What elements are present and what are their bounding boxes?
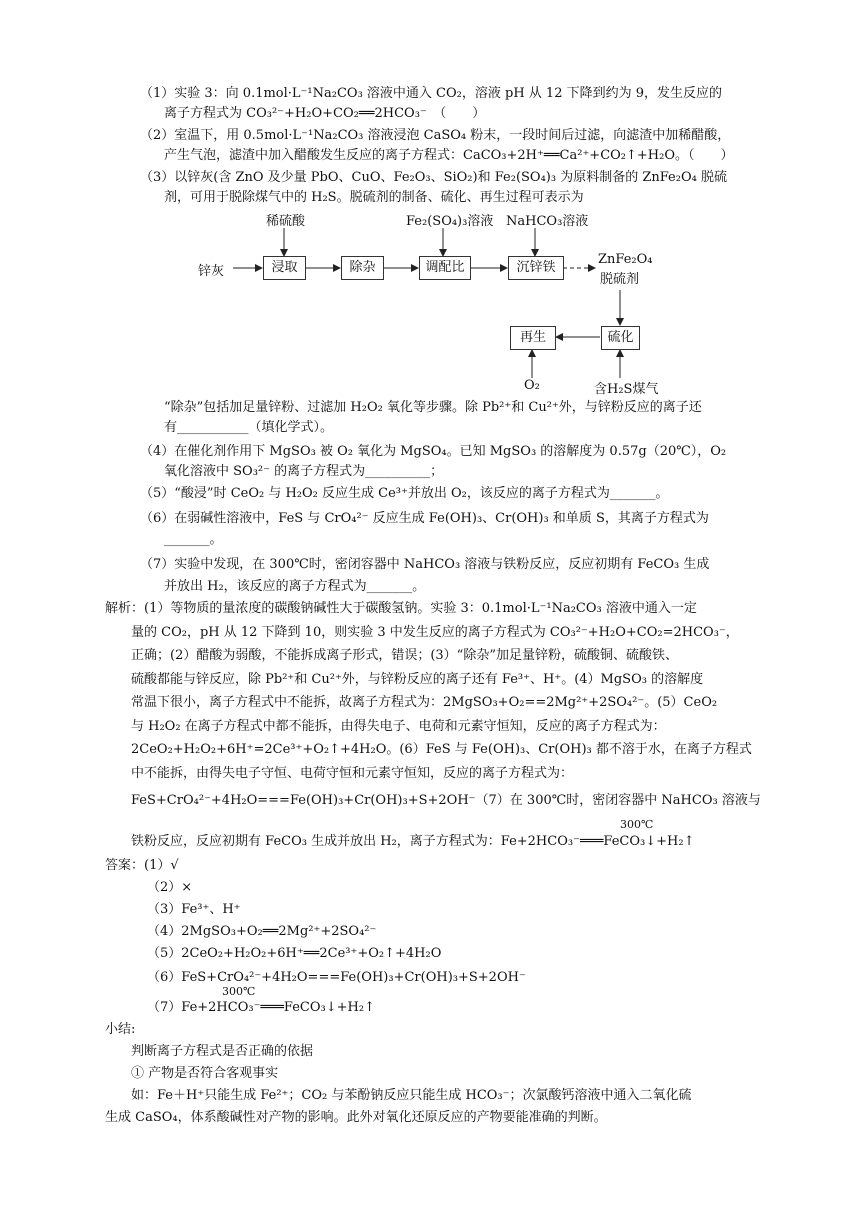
analysis-line-3: 正确；(2）醋酸为弱酸，不能拆成离子形式，错误；(3）“除杂”加足量锌粉，硫酸铜、硫酸铁、 (131, 648, 678, 663)
q7-line-2: 并放出 H₂，该反应的离子方程式为_______。 (164, 579, 426, 594)
q2-line-1: （2）室温下，用 0.5mol·L⁻¹Na₂CO₃ 溶液浸泡 CaSO₄ 粉末，一段时间后过滤，向滤渣中加稀醋酸， (140, 128, 731, 143)
product-desulfurizer: 脱硫剂 (600, 272, 640, 287)
q1-line-1: （1）实验 3：向 0.1mol·L⁻¹Na₂CO₃ 溶液中通入 CO₂，溶液 pH 从 12 下降到约为 9，发生反应的 (140, 86, 722, 101)
answer-5: （5）2CeO₂+H₂O₂+6H⁺══2Ce³⁺+O₂↑+4H₂O (147, 946, 442, 961)
q3-line-3: “除杂”包括加足量锌粉、过滤加 H₂O₂ 氧化等步骤。除 Pb²⁺和 Cu²⁺外，与锌粉反应的离子还 (164, 400, 702, 415)
q3-line-1: （3）以锌灰(含 ZnO 及少量 PbO、CuO、Fe₂O₃、SiO₂)和 Fe₂(SO₄)₃ 为原料制备的 ZnFe₂O₄ 脱硫 (140, 170, 727, 185)
q1-line-2: 离子方程式为 CO₃²⁻+H₂O+CO₂══2HCO₃⁻ （ ） (164, 106, 486, 121)
analysis-line-7: 2CeO₂+H₂O₂+6H⁺=2Ce³⁺+O₂↑+4H₂O。(6）FeS 与 Fe(OH)₃、Cr(OH)₃ 都不溶于水，在离子方程式 (131, 742, 752, 757)
q4-line-2: 氧化溶液中 SO₃²⁻ 的离子方程式为__________； (164, 464, 444, 479)
summary-subtitle: 判断离子方程式是否正确的依据 (131, 1044, 314, 1059)
q3-line-4: 有___________（填化学式）。 (164, 420, 334, 435)
answer-label: 答案：(1）√ (105, 858, 179, 873)
answer-4: （4）2MgSO₃+O₂══2Mg²⁺+2SO₄²⁻ (147, 924, 377, 939)
analysis-line-6: 与 H₂O₂ 在离子方程式中都不能拆，由得失电子、电荷和元素守恒知，反应的离子方程式为： (131, 719, 666, 734)
q7-line-1: （7）实验中发现，在 300℃时，密闭容器中 NaHCO₃ 溶液与铁粉反应，反应初期有 FeCO₃ 生成 (140, 557, 710, 572)
q4-line-1: （4）在催化剂作用下 MgSO₃ 被 O₂ 氧化为 MgSO₄。已知 MgSO₃ 的溶解度为 0.57g（20℃），O₂ (140, 444, 727, 459)
flow-arrows (0, 0, 860, 400)
q3-line-2: 剂，可用于脱除煤气中的 H₂S。脱硫剂的制备、硫化、再生过程可表示为 (164, 190, 584, 205)
input-iron-sulfate-solution: Fe₂(SO₄)₃溶液 (406, 214, 494, 229)
step-impurity-removal: 除杂 (341, 256, 384, 280)
analysis-line-8: 中不能拆，由得失电子守恒、电荷守恒和元素守恒知，反应的离子方程式为： (131, 766, 574, 781)
raw-material-zinc-ash: 锌灰 (198, 264, 225, 279)
step-leaching: 浸取 (263, 256, 306, 280)
summary-point-1: ① 产物是否符合客观事实 (131, 1066, 279, 1081)
answer-6: （6）FeS+CrO₄²⁻+4H₂O===Fe(OH)₃+Cr(OH)₃+S+2OH⁻ (147, 970, 526, 985)
q5-line: （5）“酸浸”时 CeO₂ 与 H₂O₂ 反应生成 Ce³⁺并放出 O₂，该反应的离子方程式为_______。 (140, 486, 669, 501)
analysis-line-9: FeS+CrO₄²⁻+4H₂O===Fe(OH)₃+Cr(OH)₃+S+2OH⁻（7）在 300℃时，密闭容器中 NaHCO₃ 溶液与 (131, 793, 761, 808)
analysis-reaction-condition: 300℃ (620, 818, 654, 831)
summary-title: 小结: (105, 1022, 136, 1037)
answer-3: （3）Fe³⁺、H⁺ (147, 902, 241, 917)
step-precipitate-zinc-iron: 沉锌铁 (508, 256, 564, 280)
input-sodium-bicarbonate-solution: NaHCO₃溶液 (506, 214, 589, 229)
answer-2: （2）× (147, 880, 193, 895)
input-dilute-sulfuric-acid: 稀硫酸 (266, 214, 306, 229)
input-oxygen: O₂ (524, 378, 540, 393)
analysis-line-5: 常温下很小，离子方程式中不能拆，故离子方程式为：2MgSO₃+O₂==2Mg²⁺+2SO₄²⁻。(5）CeO₂ (131, 695, 718, 710)
analysis-line-4: 硫酸都能与锌反应，除 Pb²⁺和 Cu²⁺外，与锌粉反应的离子还有 Fe³⁺、H⁺。(4）MgSO₃ 的溶解度 (131, 672, 704, 687)
q6-line-2: _______。 (164, 532, 223, 547)
analysis-line-2: 量的 CO₂，pH 从 12 下降到 10，则实验 3 中发生反应的离子方程式为 CO₃²⁻+H₂O+CO₂=2HCO₃⁻， (131, 625, 739, 640)
step-regeneration: 再生 (510, 326, 556, 350)
answer-7-condition: 300℃ (222, 985, 256, 998)
analysis-line-1: 解析：(1）等物质的量浓度的碳酸钠碱性大于碳酸氢钠。实验 3：0.1mol·L⁻¹Na₂CO₃ 溶液中通入一定 (105, 601, 697, 616)
step-sulfidation: 硫化 (601, 326, 640, 350)
input-h2s-gas: 含H₂S煤气 (594, 382, 659, 397)
summary-example-line-1: 如：Fe＋H⁺只能生成 Fe²⁺；CO₂ 与苯酚钠反应只能生成 HCO₃⁻；次氯酸钙溶液中通入二氧化硫 (131, 1088, 692, 1103)
q2-line-2: 产生气泡，滤渣中加入醋酸发生反应的离子方程式：CaCO₃+2H⁺══Ca²⁺+CO₂↑+H₂O。（ ） (164, 148, 734, 163)
product-znfe2o4: ZnFe₂O₄ (598, 252, 653, 267)
step-ratio-adjust: 调配比 (419, 256, 471, 280)
q6-line-1: （6）在弱碱性溶液中，FeS 与 CrO₄²⁻ 反应生成 Fe(OH)₃、Cr(OH)₃ 和单质 S，其离子方程式为 (140, 511, 709, 526)
analysis-line-10: 铁粉反应，反应初期有 FeCO₃ 生成并放出 H₂，离子方程式为：Fe+2HCO₃⁻═══FeCO₃↓+H₂↑ (131, 834, 695, 849)
summary-example-line-2: 生成 CaSO₄，体系酸碱性对产物的影响。此外对氧化还原反应的产物要能准确的判断。 (105, 1110, 607, 1125)
answer-7: （7）Fe+2HCO₃⁻═══FeCO₃↓+H₂↑ (147, 1000, 375, 1015)
